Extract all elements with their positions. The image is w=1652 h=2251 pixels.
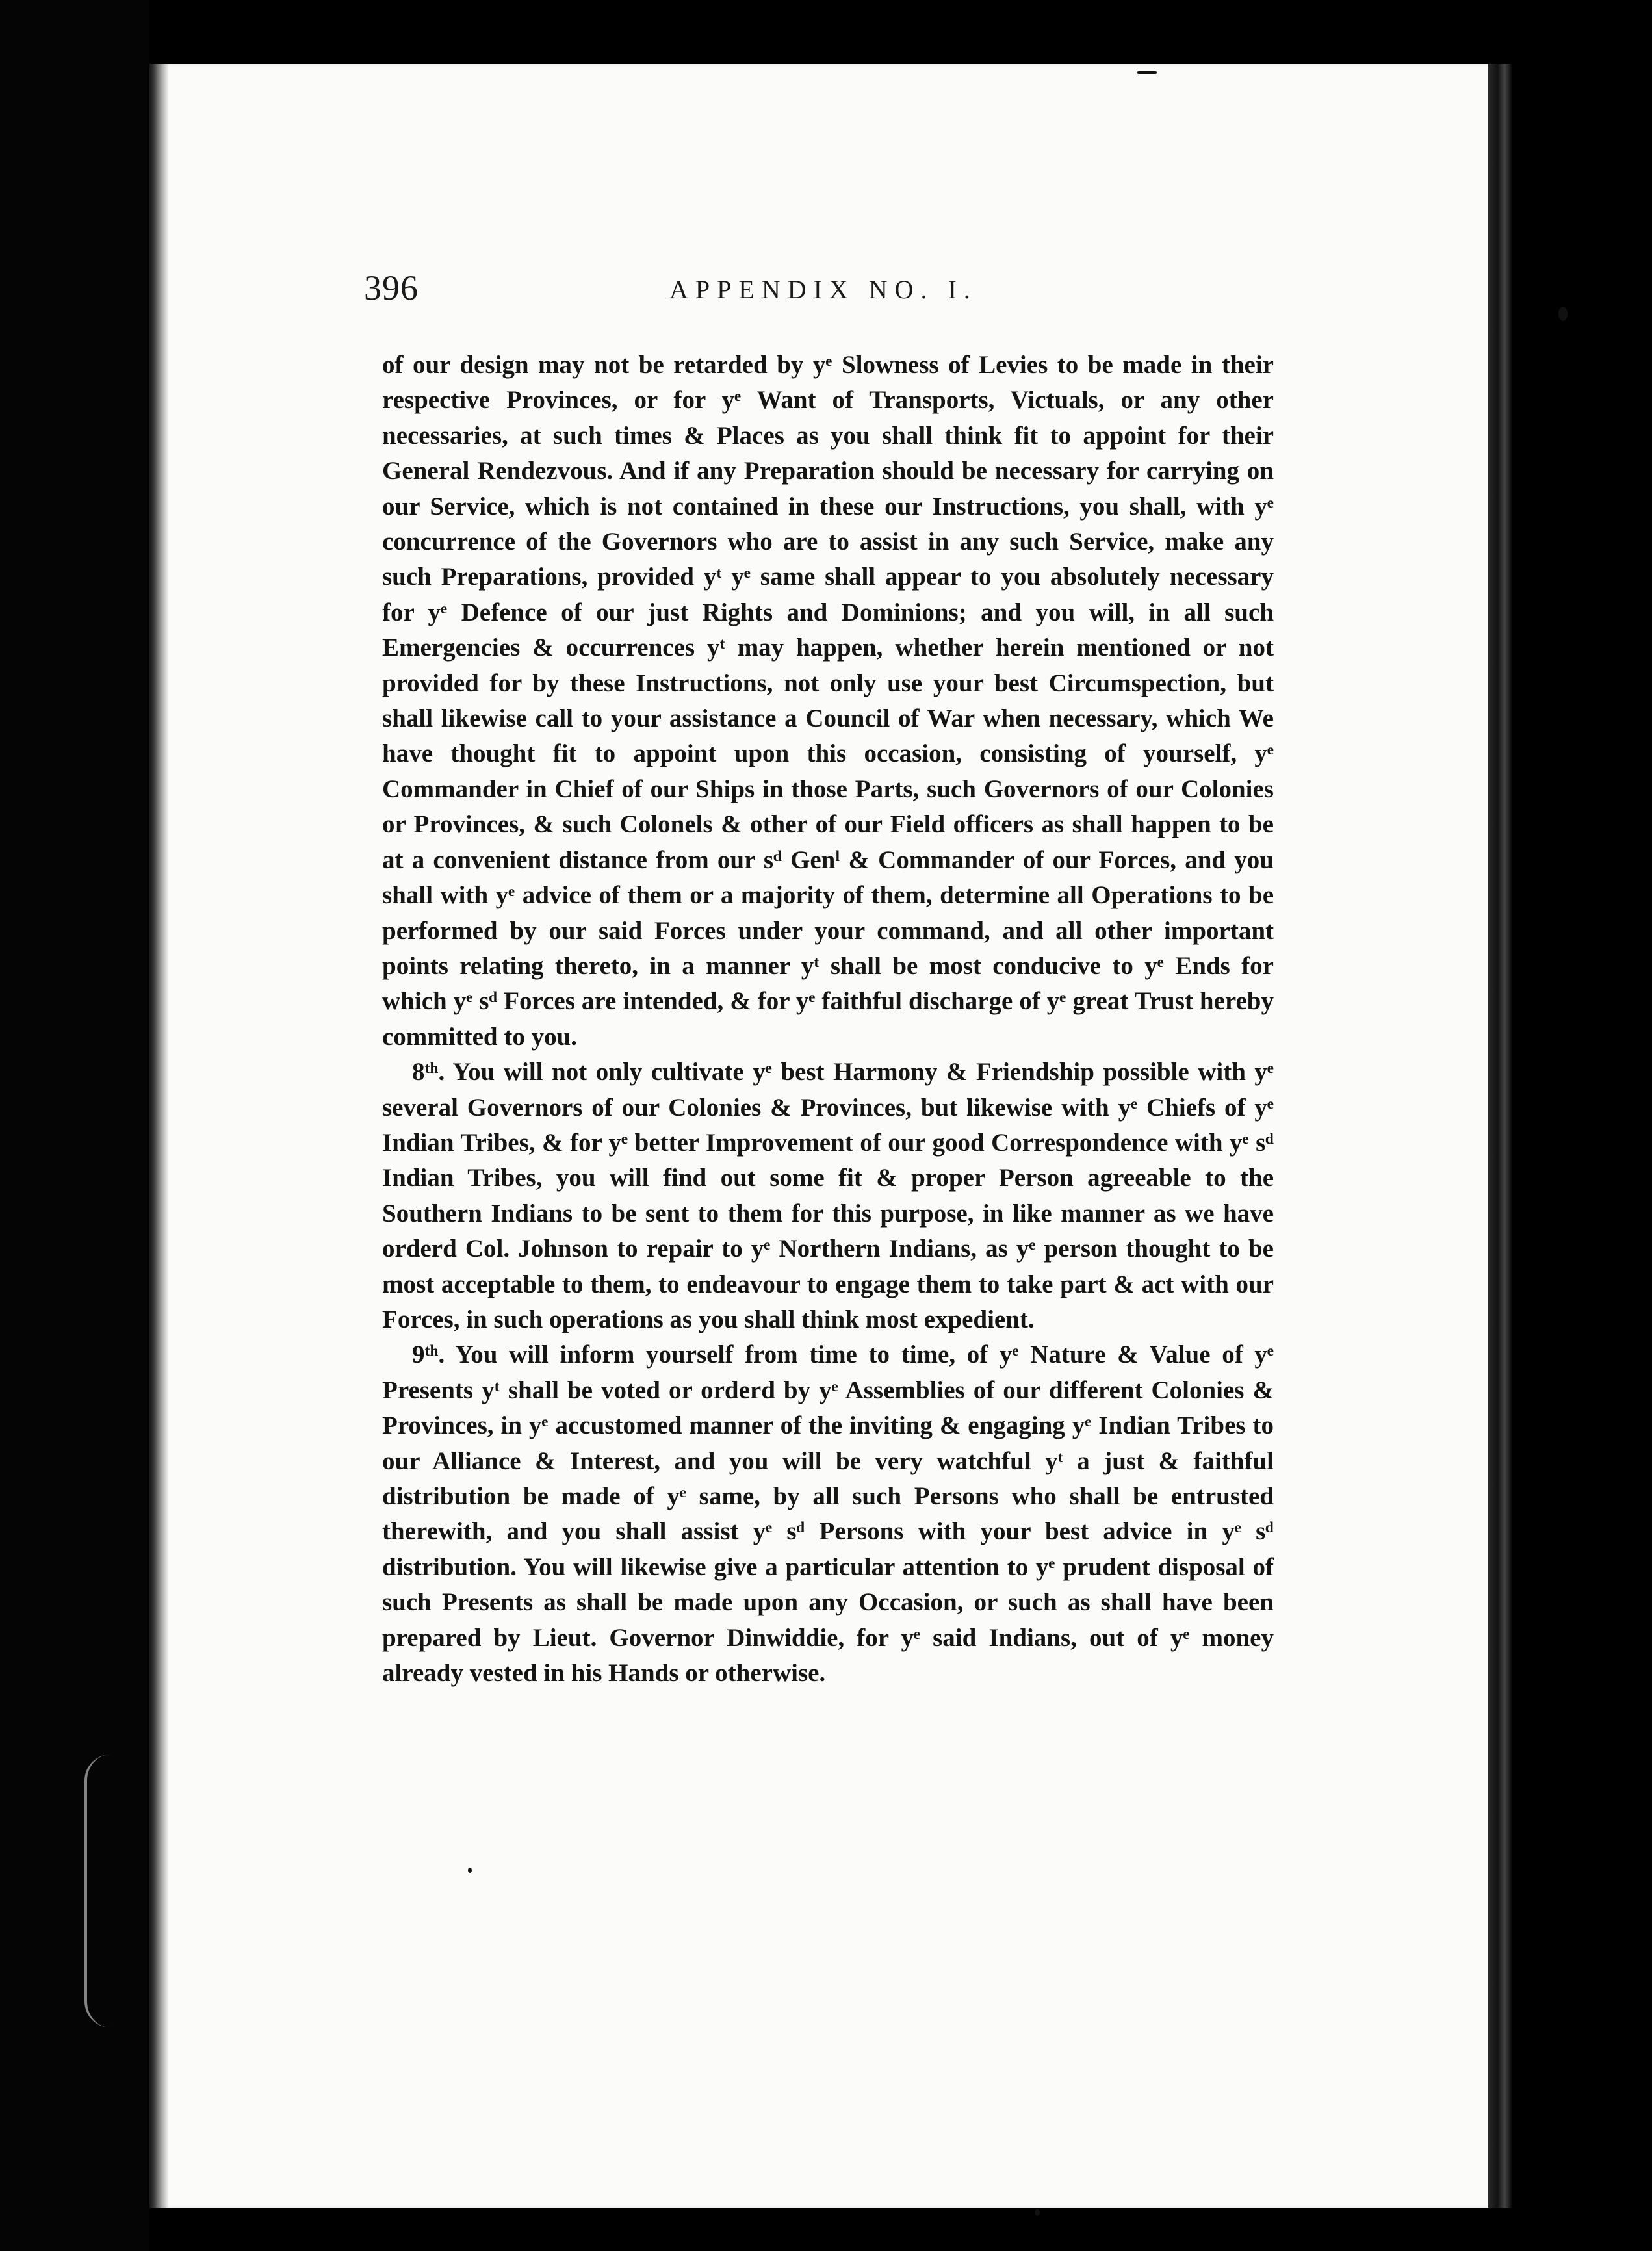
- page-gutter-shadow: [149, 64, 169, 2208]
- scan-left-margin: [0, 0, 149, 2251]
- scan-artifact-mark: [84, 1755, 126, 2027]
- page-number: 396: [364, 268, 419, 307]
- scan-speck: [468, 1868, 472, 1873]
- paragraph-9th: 9ᵗʰ. You will inform yourself from time to time, of yᵉ Nature & Value of yᵉ Presents yᵗ shall be voted or orderd by yᵉ Assemblies of our different Colonies & Provinces, in yᵉ accustomed manner of the inviting & engaging yᵉ Indian Tribes to our Alliance & Interest, and you will be very watchful yᵗ a just & faithful distribution be made of yᵉ same, by all such Persons who shall be entrusted therewith, and you shall assist yᵉ sᵈ Persons with your best advice in yᵉ sᵈ distribution. You will likewise give a particular attention to yᵉ prudent disposal of such Presents as shall be made upon any Occasion, or such as shall have been prepared by Lieut. Governor Dinwiddie, for yᵉ said Indians, out of yᵉ money already vested in his Hands or otherwise.: [382, 1341, 1274, 1688]
- running-head: [364, 268, 1612, 313]
- body-text: [382, 348, 1274, 1691]
- paragraph-8th: 8ᵗʰ. You will not only cultivate yᵉ best Harmony & Friendship possible with yᵉ several Governors of our Colonies & Provinces, but likewise with yᵉ Chiefs of yᵉ Indian Tribes, & for yᵉ better Improvement of our good Correspondence with yᵉ sᵈ Indian Tribes, you will find out some fit & proper Person agreeable to the Southern Indians to be sent to them for this purpose, in like manner as we have orderd Col. Johnson to repair to yᵉ Northern Indians, as yᵉ person thought to be most acceptable to them, to endeavour to engage them to take part & act with our Forces, in such operations as you shall think most expedient.: [382, 1058, 1274, 1333]
- paragraph-continuation: of our design may not be retarded by yᵉ Slowness of Levies to be made in their respective Provinces, or for yᵉ Want of Transports, Victuals, or any other necessaries, at such times & Places as you shall think fit to appoint for their General Rendezvous. And if any Preparation should be necessary for carrying on our Service, which is not contained in these our Instructions, you shall, with yᵉ concurrence of the Governors who are to assist in any such Service, make any such Preparations, provided yᵗ yᵉ same shall appear to you absolutely necessary for yᵉ Defence of our just Rights and Dominions; and you will, in all such Emergencies & occurrences yᵗ may happen, whether herein mentioned or not provided for by these Instructions, not only use your best Circumspection, but shall likewise call to your assistance a Council of War when necessary, which We have thought fit to appoint upon this occasion, consisting of yourself, yᵉ Commander in Chief of our Ships in those Parts, such Governors of our Colonies or Provinces, & such Colonels & other of our Field officers as shall happen to be at a convenient distance from our sᵈ Genˡ & Commander of our Forces, and you shall with yᵉ advice of them or a majority of them, determine all Operations to be performed by our said Forces under your command, and all other important points relating thereto, in a manner yᵗ shall be most conducive to yᵉ Ends for which yᵉ sᵈ Forces are intended, & for yᵉ faithful discharge of yᵉ great Trust hereby committed to you.: [382, 351, 1274, 1051]
- header-title: APPENDIX NO. I.: [669, 275, 977, 304]
- scan-speck: [1137, 71, 1157, 74]
- right-page-edge: [1488, 64, 1512, 2208]
- scan-speck: [1558, 307, 1568, 321]
- scan-speck: [1035, 2209, 1040, 2216]
